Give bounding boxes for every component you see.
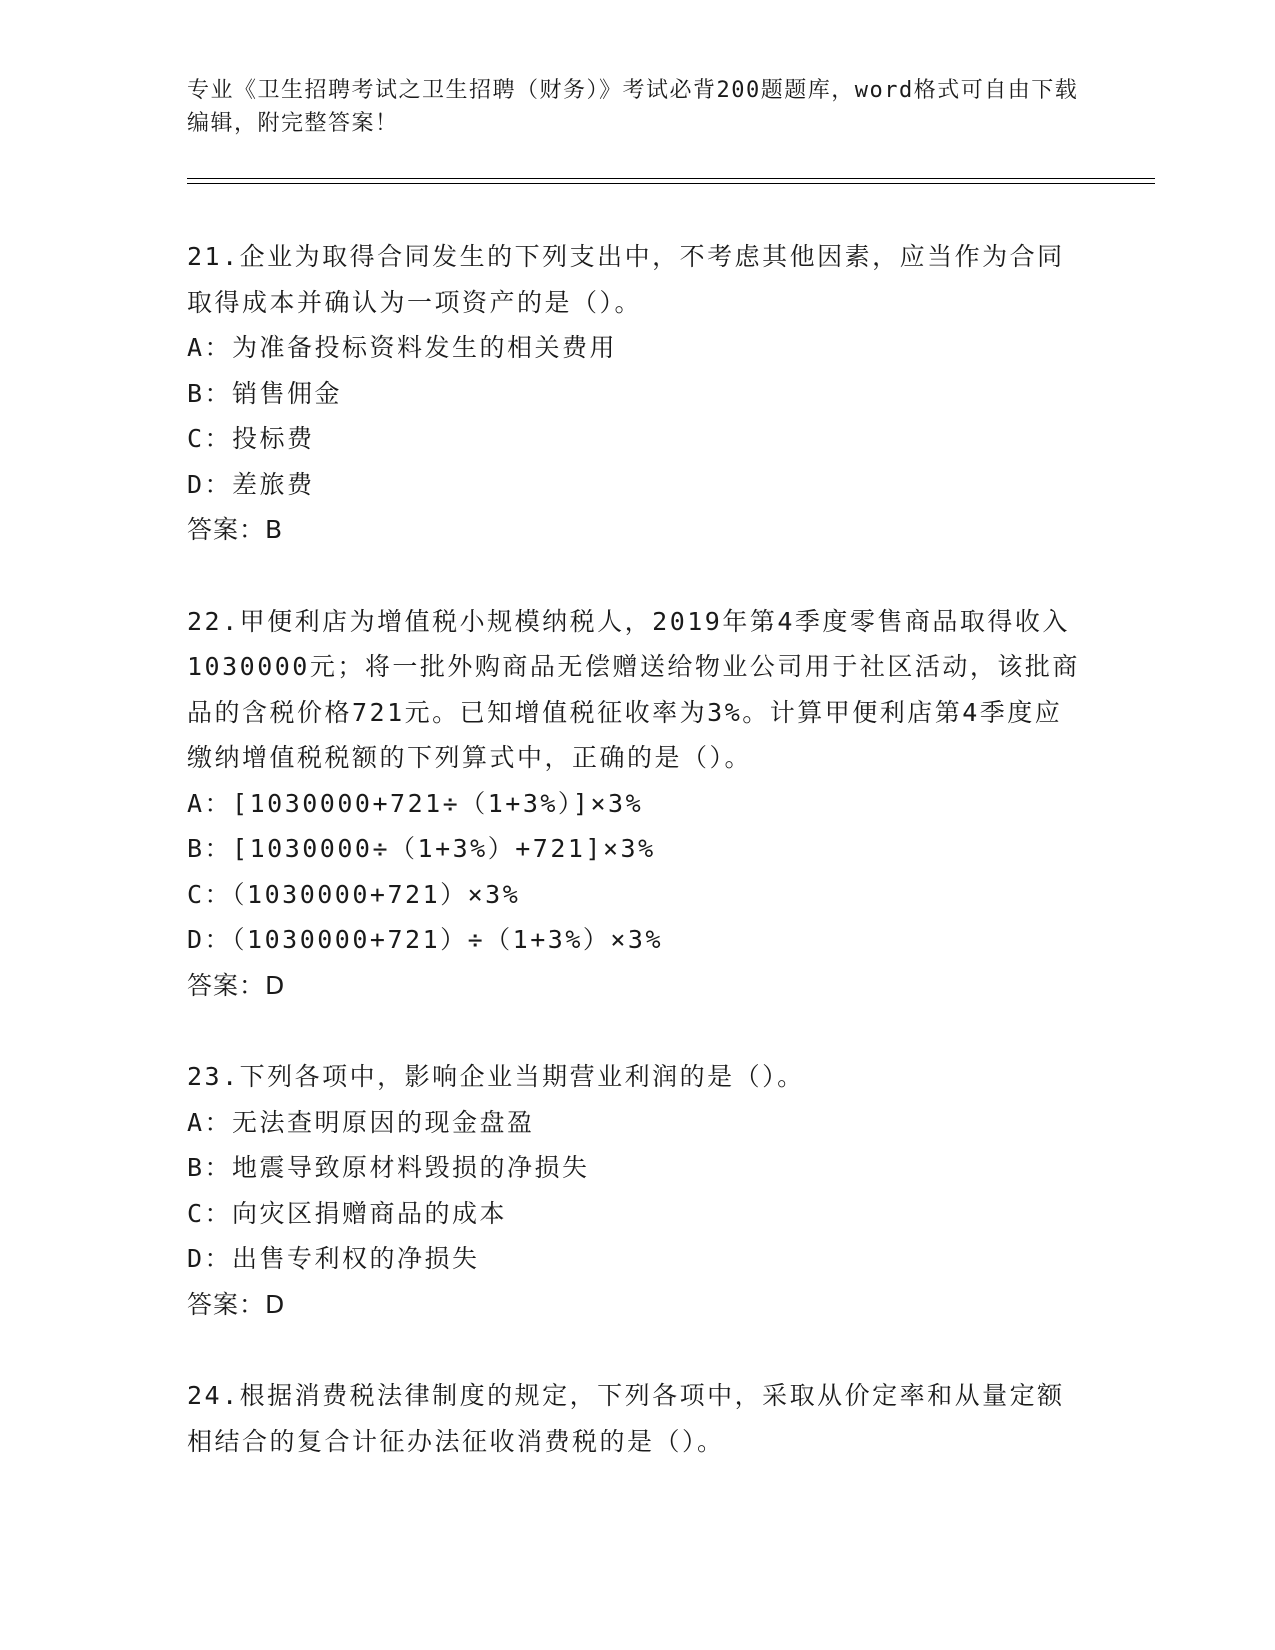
header-divider-top [187, 178, 1155, 179]
answer-line: 答案：B [187, 515, 284, 544]
document-header: 专业《卫生招聘考试之卫生招聘（财务）》考试必背200题题库，word格式可自由下载编辑，附完整答案！ [187, 78, 1079, 136]
option-d: D：出售专利权的净损失 [187, 1244, 480, 1273]
question-23 [187, 1054, 1087, 1327]
question-24 [187, 1373, 1087, 1464]
question-22 [187, 599, 1087, 1009]
option-c: C：投标费 [187, 424, 315, 453]
option-d: D：差旅费 [187, 469, 315, 499]
answer-line: 答案：D [187, 1289, 286, 1319]
option-a: A：为准备投标资料发生的相关费用 [187, 333, 618, 362]
question-stem: 21.企业为取得合同发生的下列支出中，不考虑其他因素，应当作为合同取得成本并确认为一项资产的是（）。 [187, 242, 1065, 317]
answer-line: 答案：D [187, 970, 286, 1000]
question-stem: 24.根据消费税法律制度的规定，下列各项中，采取从价定率和从量定额相结合的复合计征办法征收消费税的是（）。 [187, 1381, 1065, 1456]
option-c: C：（1030000+721）×3% [187, 879, 521, 909]
question-21 [187, 234, 1087, 553]
option-a: A：无法查明原因的现金盘盈 [187, 1107, 535, 1137]
option-d: D：（1030000+721）÷（1+3%）×3% [187, 925, 664, 954]
option-c: C：向灾区捐赠商品的成本 [187, 1198, 508, 1228]
option-a: A：[1030000+721÷（1+3%）]×3% [187, 788, 644, 818]
question-list [187, 234, 1087, 1510]
question-stem: 22.甲便利店为增值税小规模纳税人，2019年第4季度零售商品取得收入1030000元；将一批外购商品无偿赠送给物业公司用于社区活动，该批商品的含税价格721元。已知增值税征收率为3%。计算甲便利店第4季度应缴纳增值税税额的下列算式中，正确的是（）。 [187, 606, 1080, 772]
header-divider-bottom [187, 183, 1155, 184]
option-b: B：销售佣金 [187, 378, 343, 408]
option-b: B：[1030000÷（1+3%）+721]×3% [187, 834, 656, 863]
question-stem: 23.下列各项中，影响企业当期营业利润的是（）。 [187, 1062, 805, 1091]
option-b: B：地震导致原材料毁损的净损失 [187, 1153, 590, 1182]
